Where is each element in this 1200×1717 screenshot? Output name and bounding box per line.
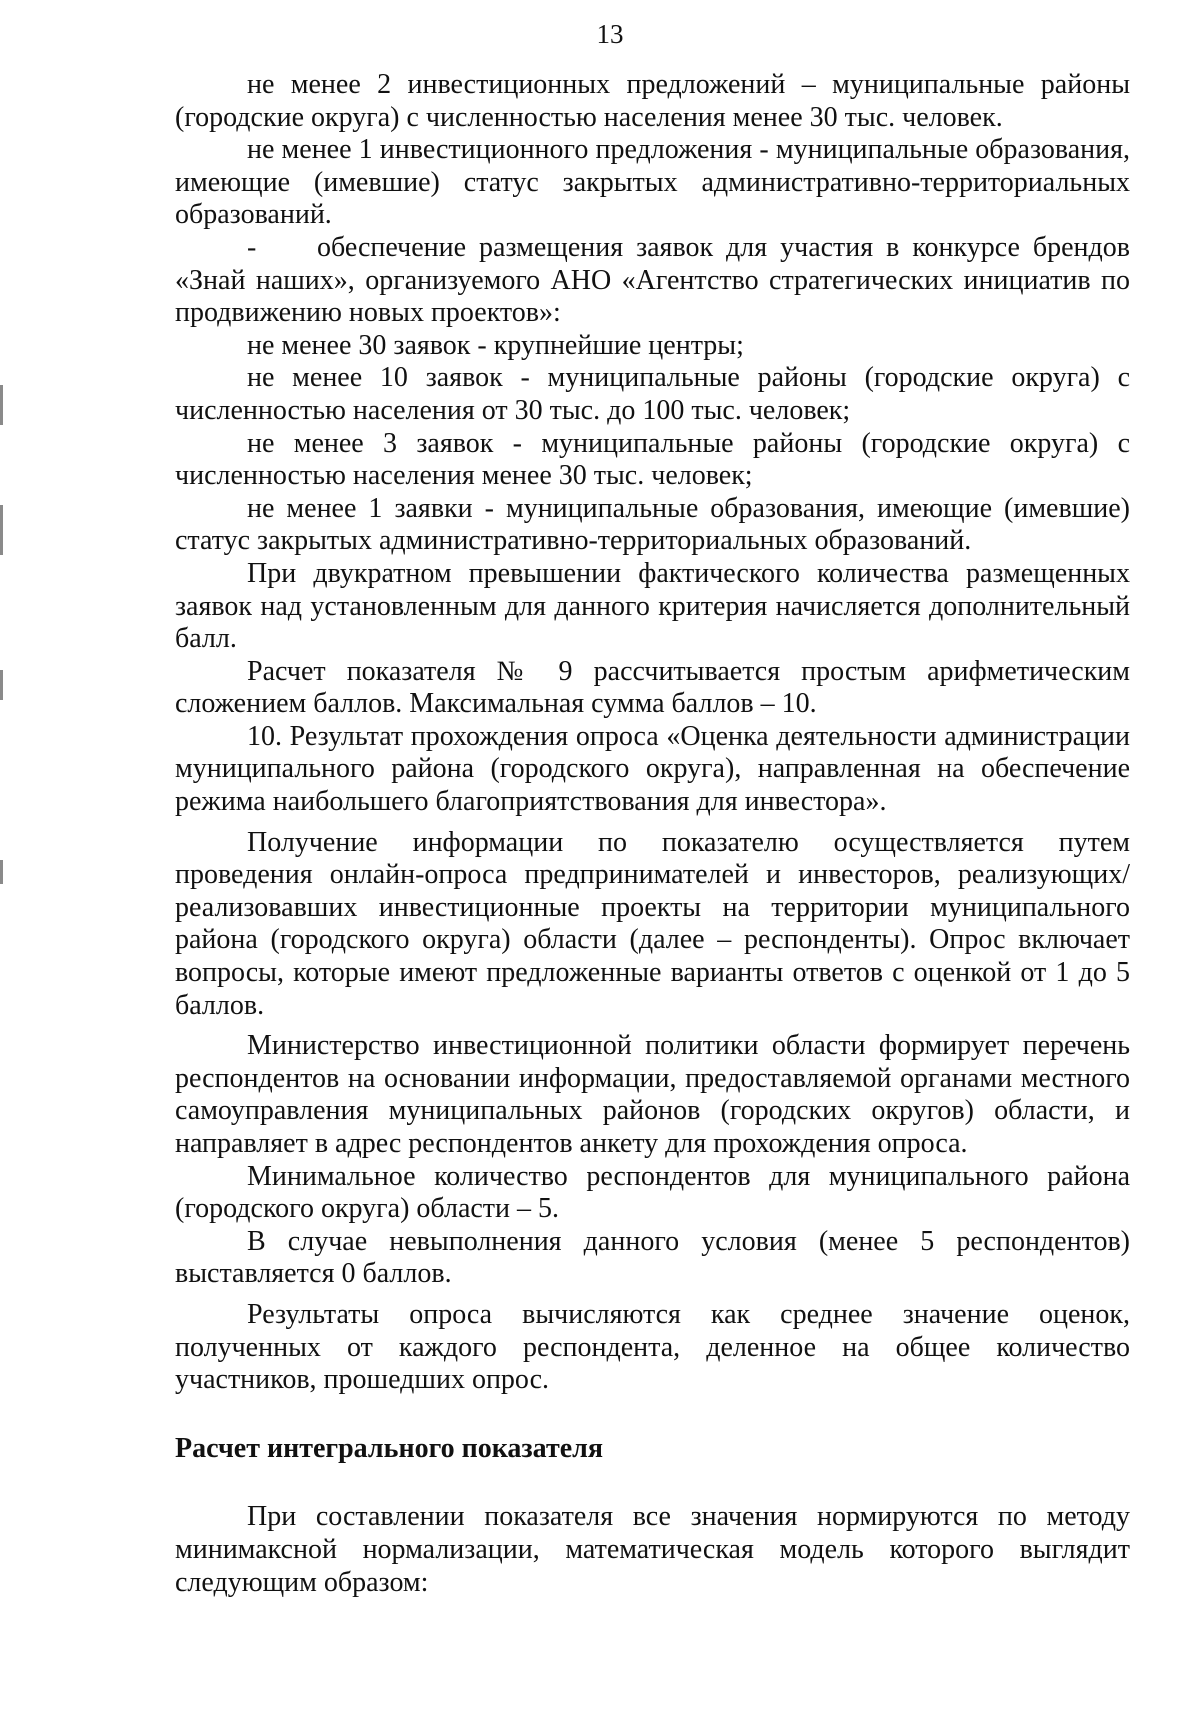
paragraph-brand-contest <box>175 232 1130 330</box>
paragraph-respondent-list: Министерство инвестиционной политики области формирует перечень респондентов на основании информации, предоставляемой органами местного самоуправления муниципальных районов (городских округов) области, и направляет в адрес респондентов анкету для прохождения опроса. <box>175 1030 1130 1159</box>
paragraph-item-10-survey: 10. Результат прохождения опроса «Оценка деятельности администрации муниципального района (городского округа), направленная на обеспечение режима наибольшего благоприятствования для инвестора». <box>175 720 1130 818</box>
paragraph-min-3-applications: не менее 3 заявок - муниципальные районы (городские округа) с численностью населения менее 30 тыс. человек; <box>175 427 1130 492</box>
section-heading: Расчет интегрального показателя <box>175 1432 603 1464</box>
paragraph-zero-points: В случае невыполнения данного условия (менее 5 респондентов) выставляется 0 баллов. <box>175 1225 1130 1290</box>
paragraph-double-excess: При двукратном превышении фактического количества размещенных заявок над установленным для данного критерия начисляется дополнительный балл. <box>175 557 1130 655</box>
paragraph-indicator-9-calculation: Расчет показателя № 9 рассчитывается простым арифметическим сложением баллов. Максимальная сумма баллов – 10. <box>175 655 1130 720</box>
scan-edge-mark <box>0 385 3 425</box>
paragraph-survey-results: Результаты опроса вычисляются как среднее значение оценок, полученных от каждого респондента, деленное на общее количество участников, прошедших опрос. <box>175 1298 1130 1396</box>
paragraph-brand-contest-text: обеспечение размещения заявок для участия в конкурсе брендов «Знай наших», организуемого АНО «Агентство стратегических инициатив по продвижению новых проектов»: <box>175 231 1130 329</box>
scan-edge-mark <box>0 670 3 700</box>
scan-edge-mark <box>0 505 3 555</box>
paragraph-normalization: При составлении показателя все значения нормируются по методу минимаксной нормализации, математическая модель которого выглядит следующим образом: <box>175 1501 1130 1598</box>
page-number: 13 <box>596 19 624 49</box>
paragraph-survey-method: Получение информации по показателю осуществляется путем проведения онлайн-опроса предпринимателей и инвесторов, реализующих/реализовавших инвестиционные проекты на территории муниципального района (городского округа) области (далее – респонденты). Опрос включает вопросы, которые имеют предложенные варианты ответов с оценкой от 1 до 5 баллов. <box>175 826 1130 1021</box>
paragraph-min-30-applications: не менее 30 заявок - крупнейшие центры; <box>247 329 744 361</box>
paragraph-min-respondents: Минимальное количество респондентов для муниципального района (городского округа) области – 5. <box>175 1160 1130 1225</box>
list-dash: - <box>247 231 257 263</box>
scan-edge-mark <box>0 860 3 884</box>
paragraph-min-1-application: не менее 1 заявки - муниципальные образования, имеющие (имевшие) статус закрытых административно-территориальных образований. <box>175 492 1130 557</box>
document-body <box>175 69 1130 1599</box>
paragraph-min-1-proposal: не менее 1 инвестиционного предложения - муниципальные образования, имеющие (имевшие) статус закрытых административно-территориальных образований. <box>175 134 1130 231</box>
paragraph-min-10-applications: не менее 10 заявок - муниципальные районы (городские округа) с численностью населения от 30 тыс. до 100 тыс. человек; <box>175 362 1130 426</box>
paragraph-min-2-proposals: не менее 2 инвестиционных предложений – муниципальные районы (городские округа) с численностью населения менее 30 тыс. человек. <box>175 69 1130 133</box>
